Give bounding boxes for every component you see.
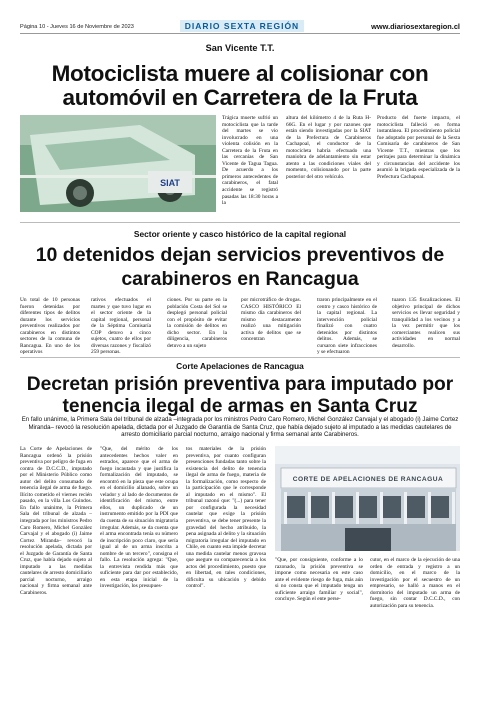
story2-kicker: Sector oriente y casco histórico de la capital regional [133, 229, 347, 239]
section-divider [20, 222, 460, 223]
story1-column: Producto del fuerte impacto, el motociclista falleció en forma instantánea. El procedimiento policial fue adoptado por personal de la Sexta Comisaría de carabineros de San Vicente T.T., mientras que los peritajes para determinar la dinámica y circunstancias del accidente los asumió la brigada especializada de la Prefectura Cachapoal. [377, 115, 460, 180]
siat-label: SIAT [160, 178, 180, 188]
story2-column: por microtráfico de drogas. CASCO HISTÓRICO El mismo día carabineros del mismo destacamento realizó una mitigación activa de delitos que se concentran [241, 297, 301, 343]
story2-column: tuaron 135 fiscalizaciones. El objetivo principal de dichos servicios es llevar seguridad y tranquilidad a los vecinos y a la vez permitir que los comerciantes realicen sus actividades en normal desarrollo. [392, 297, 460, 349]
accident-scene-illustration [20, 115, 216, 212]
website-url[interactable]: www.diariosextaregion.cl [371, 22, 460, 31]
story2-column: Un total de 10 personas fueron detenidas por diferentes tipos de delitos durante los servicios preventivos realizados por carabineros en distintos sectores de la comuna de Rancagua. En uno de los operativos [20, 297, 80, 356]
story2-column: traron principalmente en el centro y casco histórico de la capital regional. La intervención policial finalizó con cuatro detenidos por distintos delitos. Además, se cursaron siete infracciones y se efectuaron [317, 297, 377, 356]
story3-column: "Que, del mérito de los antecedentes hechos valer en estrados, aparece que el arma de fuego incautada y que justifica la formalización del imputado, se encontró en la pieza que este ocupa en el domicilio allanado, sobre un velador y al lado de documentos de identificación del mismo, entre ellos, un duplicado de un instrumento emitido por la PDI que da cuenta de su situación migratoria irregular. Además, se da cuenta que el arma encontrada tenía su número de inscripción poco claro, que sería igual al de un arma inscrita a nombre de un tercero", consigna el fallo. La resolución agrega: "Que, la entrevista rendida más que suficiente para dar por establecido, en esta etapa inicial de la investigación, los presupues- [100, 446, 178, 590]
story2-column: ciones. Por su parte en la población Costa del Sol se desplegó personal policial con el propósito de evitar la comisión de delitos en dicho sector. En la diligencia, carabineros detuvo a un sujeto [167, 297, 227, 349]
courthouse-sign: CORTE DE APELACIONES DE RANCAGUA [292, 476, 444, 483]
courthouse-building-illustration [275, 446, 460, 551]
story3-kicker: Corte Apelaciones de Rancagua [176, 361, 304, 371]
story3-column: "Que, por consiguiente, conforme a lo razonado, la prisión preventiva se impone como necesaria en este caso ante el evidente riesgo de fuga, más aún si no consta que el imputado tenga un suficiente arraigo familiar y social", concluye. Según el ente perse- [275, 557, 363, 603]
story2-column: rativos efectuados el martes y que tuvo lugar en el sector oriente de la capital regional, personal de la Séptima Comisaría COP detuvo a cinco sujetos, cuatro de ellos por diversas razones y fiscalizó 259 personas. [91, 297, 151, 356]
story3-column: La Corte de Apelaciones de Rancagua ordenó la prisión preventiva por peligro de fuga en contra de D.C.C.D., imputado por el Ministerio Público como autor del delito consumado de tenencia ilegal de arma de fuego. Ilícito cometido el viernes recién pasado, en la villa Los Guindos. En fallo unánime, la Primera Sala del tribunal de alzada –integrada por los ministros Pedro Caro Romero, Michel González Carvajal y el abogado (i) Jaime Cortez Miranda– revocó la resolución apelada, dictada por el Juzgado de Garantía de Santa Cruz, que había dejado sujeto al imputado a las medidas cautelares de arresto domiciliario parcial nocturno, arraigo nacional y firma semanal ante Carabineros. [20, 446, 92, 597]
story3-subhead: En fallo unánime, la Primera Sala del tribunal de alzada –integrada por los ministros Pedro Caro Romero, Michel González Carvajal y el abogado (i) Jaime Cortez Miranda– revocó la resolución apelada, dictada por el Juzgado de Garantía de Santa Cruz, que había dejado sujeto al imputado a las medidas cautelares de arresto domiciliario parcial nocturno, arraigo nacional y firma semanal ante Carabineros. [21, 416, 459, 439]
story3-headline: Decretan prisión preventiva para imputado por tenencia ilegal de armas en Santa Cruz [26, 374, 454, 417]
page-info: Página 10 - Jueves 16 de Noviembre de 2023 [20, 24, 134, 30]
story1-photo [20, 115, 216, 212]
story1-headline: Motociclista muere al colisionar con automóvil en Carretera de la Fruta [51, 61, 429, 110]
story3-column: tos materiales de la prisión preventiva, por cuanto configuran presenciones fundadas tanto sobre la existencia del delito de tenencia ilegal de arma de fuego, materia de la formalización, como respecto de la participación que le corresponde al imputado en el mismo". El tribunal razonó que: "(...) para tener por configurada la necesidad cautelar que exige la prisión preventiva, se debe tener presente la gravedad del hecho atribuido, la pena asignada al delito y la situación migratoria irregular del imputado en Chile, en cuanto esta impide decretar una medida cautelar menos gravosa que asegure su comparecencia a los actos del procedimiento, puesto que en libertad, en tales condiciones, dificulta su ubicación y debido control". [186, 446, 266, 590]
section-divider [20, 357, 460, 358]
story2-headline: 10 detenidos dejan servicios preventivos de carabineros en Rancagua [35, 244, 445, 290]
story1-column: altura del kilómetro 4 de la Ruta H-66G. En el lugar y por razones que están siendo investigadas por la SIAT de la Prefectura de Carabineros Cachapoal, el conductor de la motocicleta habría efectuado una maniobra de adelantamiento sin estar atento a las condiciones viales del momento, colisionando por la parte posterior del otro vehículo. [286, 115, 371, 180]
story1-column: Trágica muerte sufrió un motociclista que la tarde del martes se vio involucrado en una violenta colisión en la Carretera de la Fruta en las cercanías de San Vicente de Tagua Tagua. De acuerdo a los primeros antecedentes de carabineros, el fatal accidente se registró pasadas las 18:30 horas a la [222, 115, 278, 207]
header-divider [20, 33, 460, 34]
story3-column: cutor, en el marco de la ejecución de una orden de entrada y registro a un domicilio, en el marco de la investigación por el secuestro de un empresario, se halló a manos en el dormitorio del imputado un arma de fuego, sin contar D.C.C.D., con autorización para su tenencia. [370, 557, 460, 609]
story3-photo [275, 446, 460, 551]
story1-kicker: San Vicente T.T. [205, 43, 275, 53]
masthead: DIARIO SEXTA REGIÓN [180, 20, 304, 32]
